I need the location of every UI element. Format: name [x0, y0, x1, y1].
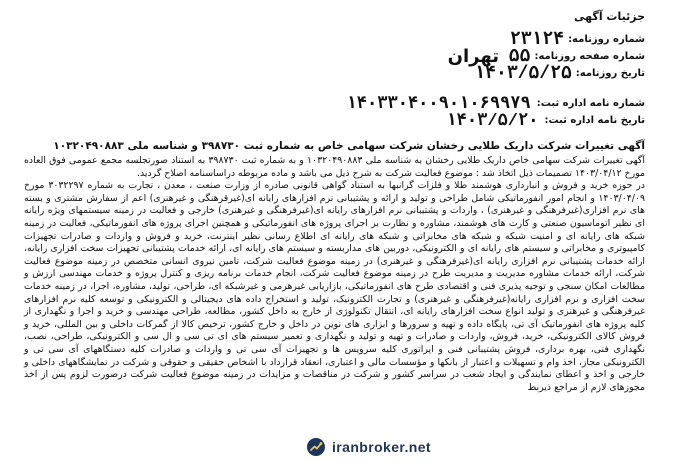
registry-letter-number-value: ۱۴۰۳۳۰۴۰۰۹۰۱۰۶۹۹۷۹ — [346, 95, 531, 114]
newspaper-number-label: شماره روزنامه: — [568, 33, 645, 45]
newspaper-date-label: تاریخ روزنامه: — [575, 67, 645, 79]
newspaper-number-value: ۲۳۱۲۴ — [509, 30, 565, 50]
watermark-text: iranbroker.net — [332, 439, 431, 455]
ad-headline: آگهی تغییرات شرکت داریک طلایی رخشان شرکت سهامی خاص به شماره ثبت ۳۹۸۷۳۰ و شناسه ملی ۱۰۳۲۰۴۹۰۸۸۳ — [53, 140, 645, 152]
registry-letter-number-label: شماره نامه اداره ثبت: — [536, 98, 645, 109]
page-title: جزئیات آگهی — [574, 10, 645, 23]
registry-letter-date-row — [446, 110, 645, 131]
registry-letter-date-value: ۱۴۰۳/۵/۲۰ — [446, 112, 539, 131]
registry-letter-date-label: تاریخ نامه اداره ثبت: — [544, 115, 645, 126]
page-number-value: ۵۵ — [508, 47, 531, 67]
ad-paragraph-intro: آگهی تغییرات شرکت سهامی خاص داریک طلایی رخشان به شناسه ملی ۱۰۳۲۰۴۹۰۸۸۳ و به شماره ثبت ۳۹۸۷۳۰ به استناد صورتجلسه مجمع عمومی فوق العاده مورخ ۱۴۰۳/۰۴/۱۲ تصمیمات ذیل اتخاذ شد : موضوع فعالیت شرکت به شرح ذیل می باشد و ماده مربوطه دراساسنامه اصلاح گردید. — [24, 155, 645, 179]
watermark — [300, 436, 437, 458]
ad-body — [24, 155, 645, 394]
ad-paragraph-activities: در حوزه خرید و فروش و انبارداری هوشمند طلا و فلزات گرانبها به استناد گواهی قانونی صادره از وزارت صنعت ، معدن ، تجارت به شماره ۳۰۳۲۲۹۷ مورخ ۱۴۰۳/۰۴/۰۹ و انجام امور انفورماتیکی شامل طراحی و تولید و ارائه و پشتیبانی نرم افزارهای رایانه ای(غیرقرهنگی و غیرهنری) اعم از سفارش مشتری و بسته های نرم افزاری(غیرفرهنگی و غیرهنری) ، واردات و پشتیبانی نرم افزارهای رایانه ای(غیرفرهنگی و غیرهنری) خارجی و فعالیت در زمینه سیستمهای ویژه رایانه ای نظیر اتوماسیون صنعتی و کارت های هوشمند، مشاوره و نظارت بر اجرای پروژه های انفورماتیکی و همچنین اجرای پروژه های انفورماتیکی، فعالیت در زمینه شبکه های رایانه ای و امنیت شبکه و شبکه های مخابراتی و شبکه های رایانه ای اطلاع رسانی نظیر اینترنت، خرید و فروش و واردات و صادرات تجهیزات کامپیوتری و مخابراتی و سیستم های رایانه ای و الکترونیکی، دوربین های مداربسته و سیستم های رایانه ای، ارائه خدمات پشتیبانی تجهیزات سخت افزاری رایانه، ارائه خدمات پشتیبانی نرم افزاری رایانه ای(غیرفرهنگی و غیرهنری) در زمینه موضوع فعالیت شرکت، تامین نیروی انسانی متخصص در زمینه موضوع فعالیت شرکت، ارائه خدمات مشاوره مدیریت و مدیریت طرح در زمینه موضوع فعالیت شرکت، انجام خدمات برنامه ریزی و کنترل پروژه و خدمات مهندسی ارزش و مطالعات امکان سنجی و توجیه پذیری فنی و اقتصادی طرح های انفورماتیکی، بازاریابی غیرهرمی و غیرشبکه ای، طراحی، تولید، مشاوره، اجرا، در زمینه خدمات سخت افزاری و نرم افزاری رایانه(غیرفرهنگی و غیرهنری) و تجارت الکترونیک، تولید و استخراج داده های دیجیتالی و الکترونیکی و توسعه کلیه نرم افزارهای غیرفرهنگی و غیرهنری و تولید انواع سخت افزارهای رایانه ای، انتقال تکنولوژی از خارج به داخل کشور، مطالعه، طراحی مهندسی و خرید و اجرا و نگهداری از کلیه پروژه های انفورماتیک آی تی، پایگاه داده و تهیه و سرورها و ابزاری های نوین در داخل و خارج کشور، ترخیص کالا از گمرکات داخلی و بین المللی، خرید و فروش کالای الکترونیکی، خرید، فروش، واردات و صادرات و تهیه و تولید و نگهداری و تعمیر سیستم های ای تی سی و ال سی و الکترونیکی، طراحی، نصب، نگهداری فنی، بهره برداری، فروش پشتیبانی فنی و اپراتوری کلیه سرویس ها و تجهیزات آی سی تی و واردات و صادرات کلیه دستگاههای آی سی تی و الکترونیکی مجاز، اخذ وام و تسهیلات و اعتبار از بانکها و مؤسسات مالی و اعتباری، انعقاد قرارداد با اشخاص حقیقی و حقوقی و شرکت در نمایشگاههای داخلی و خارجی و اخذ و اعطای نمایندگی و ایجاد شعب در سراسر کشور و شرکت در مناقصات و مزایدات در زمینه موضوع فعالیت شرکت درصورت لزوم پس از اخذ مجوزهای لازم از مراجع ذیربط — [24, 180, 645, 393]
city-value: تهران — [447, 46, 499, 67]
newspaper-date-row — [474, 62, 645, 84]
iranbroker-logo-icon — [306, 437, 326, 457]
newspaper-date-value: ۱۴۰۳/۵/۲۵ — [474, 64, 572, 84]
page-number-label: شماره صفحه روزنامه: — [534, 50, 645, 62]
